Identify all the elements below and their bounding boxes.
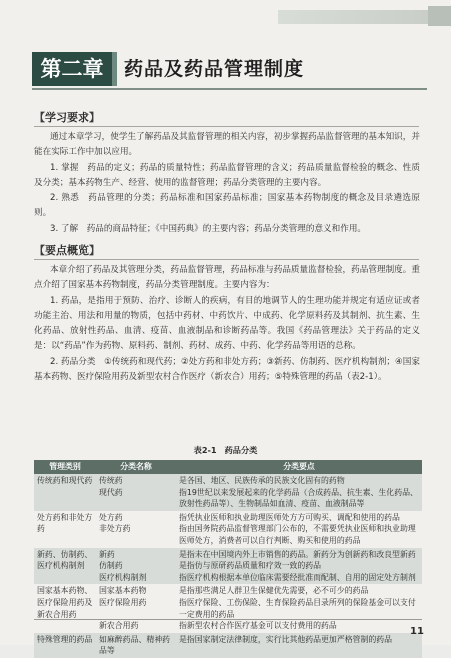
section-title-overview: 要点概览 <box>45 244 89 257</box>
table-header-cell: 分类要点 <box>176 460 422 474</box>
header-decor-tab <box>428 6 451 26</box>
overview-item-1: 1. 药品，是指用于预防、治疗、诊断人的疾病，有目的地调节人的生理功能并规定有适应证或者功能主治、用法和用量的物质，包括中药材、中药饮片、中成药、化学原料药及其制剂、抗生素、生化药品、放射性药品、血清、疫苗、血液制品和诊断药品等。我国《药品管理法》关于药品的定义是：以“药品”作为药物、原料药、制剂、药材、成药、中药、化学药品等用语的总称。 <box>34 295 420 352</box>
table-caption-title: 药品分类 <box>224 445 258 455</box>
table-cell-category: 传统药和现代药 <box>34 474 96 511</box>
chapter-title: 药品及药品管理制度 <box>124 58 305 80</box>
table-caption <box>0 445 451 456</box>
header-decor-strip <box>278 10 428 24</box>
section-heading-learning: 【学习要求】 <box>34 110 419 127</box>
chapter-number-label: 第二章 <box>32 52 112 86</box>
table-header-cell: 管理类别 <box>34 460 96 474</box>
footer-rule <box>34 619 422 620</box>
overview-content <box>34 263 420 385</box>
table-row <box>34 548 422 585</box>
table-cell-category: 新药、仿制药、医疗机构制剂 <box>34 548 96 585</box>
learning-requirements <box>34 130 420 237</box>
table-cell-names: 处方药 非处方药 <box>96 511 176 548</box>
table-cell-points: 是指那些满足人群卫生保健优先需要，必不可少的药品 指医疗保险、工伤保险、生育保险药品目录所列的保险基金可以支付一定费用的药品 指新型农村合作医疗基金可以支付费用的药品 <box>176 584 422 632</box>
learning-intro: 通过本章学习，使学生了解药品及其监督管理的相关内容，初步掌握药品监督管理的基本知识，并能在实际工作中加以应用。 <box>34 132 420 158</box>
table-cell-names: 传统药 现代药 <box>96 474 176 511</box>
drug-classification-table <box>34 460 422 658</box>
table-row <box>34 474 422 511</box>
table-cell-points: 指凭执业医师和执业助理医师处方方可购买、调配和使用的药品 指由国务院药品监督管理部门公布的，不需要凭执业医师和执业助理医师处方，消费者可以自行判断、购买和使用的药品 <box>176 511 422 548</box>
learning-item-3: 3. 了解 药品的商品特征；《中国药典》的主要内容；药品分类管理的意义和作用。 <box>50 223 367 234</box>
table-row <box>34 511 422 548</box>
section-title-learning: 学习要求 <box>45 111 89 124</box>
table-header-row <box>34 460 422 474</box>
table-cell-names: 新药 仿制药 医疗机构制剂 <box>96 548 176 585</box>
page-number: 11 <box>410 626 424 637</box>
table-row <box>34 584 422 632</box>
table-header-cell: 分类名称 <box>96 460 176 474</box>
overview-item-2: 2. 药品分类 ①传统药和现代药；②处方药和非处方药；③新药、仿制药、医疗机构制剂；④国家基本药物、医疗保险用药及新型农村合作医疗（新农合）用药；⑤特殊管理的药品（表2-1）。 <box>34 356 420 383</box>
chapter-underline <box>32 88 427 90</box>
table-cell-names: 如麻醉药品、精神药品等 <box>96 633 176 658</box>
chapter-heading <box>32 52 427 90</box>
table-row <box>34 633 422 658</box>
table-cell-category: 国家基本药物、医疗保险用药及新农合用药 <box>34 584 96 632</box>
learning-item-2: 2. 熟悉 药品管理的分类；药品标准和国家药品标准；国家基本药物制度的概念及目录遴选原则。 <box>34 193 420 219</box>
table-caption-number: 表2-1 <box>193 445 217 455</box>
table-cell-points: 是指未在中国境内外上市销售的药品。新药分为创新药和改良型新药 是指仿与原研药品质量和疗效一致的药品 指医疗机构根据本单位临床需要经批准而配制、自用的固定处方制剂 <box>176 548 422 585</box>
section-heading-overview: 【要点概览】 <box>34 243 419 260</box>
table-cell-category: 特殊管理的药品 <box>34 633 96 658</box>
overview-intro: 本章介绍了药品及其管理分类，药品监督管理，药品标准与药品质量监督检验，药品管理制度。重点介绍了国家基本药物制度，药品分类管理制度。主要内容为： <box>34 265 420 291</box>
learning-item-1: 1. 掌握 药品的定义；药品的质量特性；药品监督管理的含义；药品质量监督检验的概念、性质及分类；基本药物生产、经营、使用的监督管理；药品分类管理的主要内容。 <box>34 162 420 188</box>
table-cell-points: 是各国、地区、民族传承的民族文化固有的药物 指19世纪以来发展起来的化学药品（合成药品、抗生素、生化药品、放射性药品等）、生物制品如血清、疫苗、血液制品等 <box>176 474 422 511</box>
page-header-band <box>0 0 451 34</box>
table-cell-category: 处方药和非处方药 <box>34 511 96 548</box>
table-cell-names: 国家基本药物 医疗保险用药 新农合用药 <box>96 584 176 632</box>
table-cell-points: 是指国家制定法律制度，实行比其他药品更加严格管制的药品 <box>176 633 422 658</box>
